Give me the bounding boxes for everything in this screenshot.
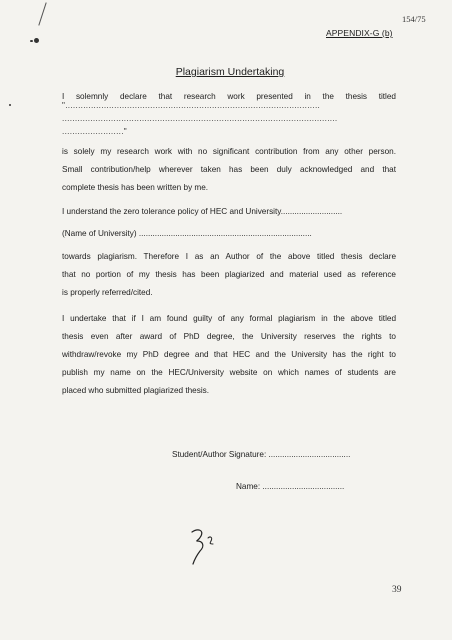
para3-line4: publish my name on the HEC/University website on which names of students are xyxy=(62,368,396,377)
thesis-title-blank-line1: "................................................................................................... xyxy=(62,101,321,110)
para3-line1: I undertake that if I am found guilty of any formal plagiarism in the above titled xyxy=(62,314,396,323)
student-signature-field: Student/Author Signature: .................................... xyxy=(172,450,351,459)
page-number: 39 xyxy=(392,585,402,595)
para2-line3: towards plagiarism. Therefore I as an Author of the above titled thesis declare xyxy=(62,252,396,261)
para2-line4: that no portion of my thesis has been plagiarized and material used as reference xyxy=(62,270,396,279)
appendix-label: APPENDIX-G (b) xyxy=(326,28,393,38)
para1-line6: Small contribution/help wherever taken has been duly acknowledged and that xyxy=(62,165,396,174)
handwritten-signature xyxy=(188,526,218,568)
para1-line5: is solely my research work with no significant contribution from any other person. xyxy=(62,147,396,156)
para1-line7: complete thesis has been written by me. xyxy=(62,183,209,192)
para2-line2: (Name of University) ............................................................................ xyxy=(62,229,312,238)
para2-line1: I understand the zero tolerance policy of HEC and University........................... xyxy=(62,207,343,216)
para3-line5: placed who submitted plagiarized thesis. xyxy=(62,386,210,395)
scan-page-note: 154/75 xyxy=(402,14,426,24)
page-title: Plagiarism Undertaking xyxy=(175,66,285,78)
para1-line1: I solemnly declare that research work presented in the thesis titled xyxy=(62,92,396,101)
thesis-title-blank-line2: ........................................................................................................... xyxy=(62,114,338,123)
scan-speck xyxy=(9,104,11,106)
scan-speck xyxy=(34,38,39,43)
student-name-field: Name: .................................... xyxy=(236,482,345,491)
thesis-title-blank-line3: ........................" xyxy=(62,127,128,136)
para3-line2: thesis even after award of PhD degree, the University reserves the rights to xyxy=(62,332,396,341)
scan-mark xyxy=(38,2,46,25)
scan-speck xyxy=(30,40,33,42)
para2-line5: is properly referred/cited. xyxy=(62,288,153,297)
para3-line3: withdraw/revoke my PhD degree and that HEC and the University has the right to xyxy=(62,350,396,359)
